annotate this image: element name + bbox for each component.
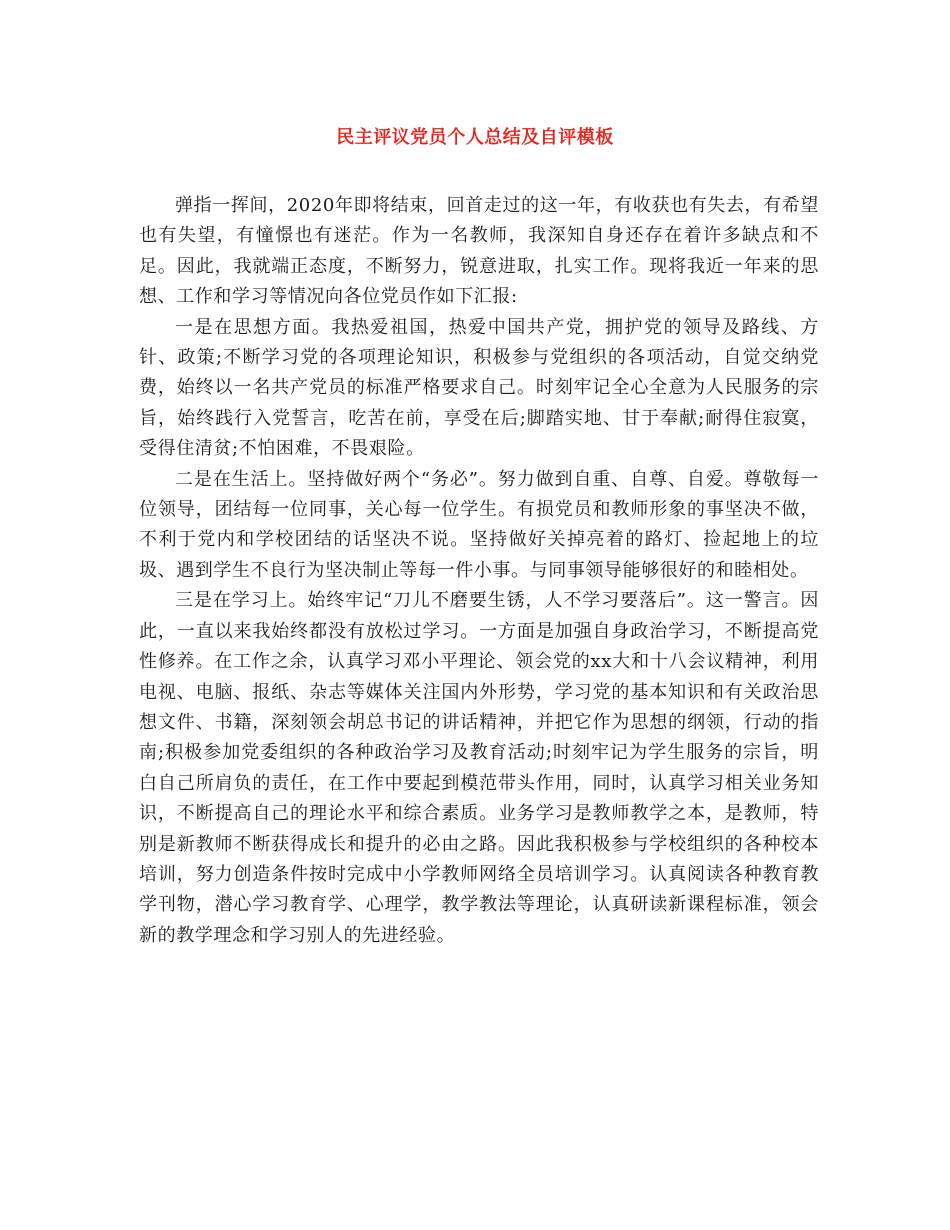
paragraph-thought: 一是在思想方面。我热爱祖国，热爱中国共产党，拥护党的领导及路线、方针、政策;不断学习党的各项理论知识，积极参与党组织的各项活动，自觉交纳党费，始终以一名共产党员的标准严格要求自己。时刻牢记全心全意为人民服务的宗旨，始终践行入党誓言，吃苦在前，享受在后;脚踏实地、甘于奉献;耐得住寂寞，受得住清贫;不怕困难，不畏艰险。 — [139, 316, 819, 460]
document-body — [139, 191, 819, 951]
document-title: 民主评议党员个人总结及自评模板 — [336, 127, 614, 148]
paragraph-life: 二是在生活上。坚持做好两个“务必”。努力做到自重、自尊、自爱。尊敬每一位领导，团结每一位同事，关心每一位学生。有损党员和教师形象的事坚决不做，不利于党内和学校团结的话坚决不说。坚持做好关掉亮着的路灯、捡起地上的垃圾、遇到学生不良行为坚决制止等每一件小事。与同事领导能够很好的和睦相处。 — [139, 468, 819, 581]
paragraph-study: 三是在学习上。始终牢记“刀儿不磨要生锈，人不学习要落后”。这一警言。因此，一直以来我始终都没有放松过学习。一方面是加强自身政治学习，不断提高党性修养。在工作之余，认真学习邓小平理论、领会党的xx大和十八会议精神，利用电视、电脑、报纸、杂志等媒体关注国内外形势，学习党的基本知识和有关政治思想文件、书籍，深刻领会胡总书记的讲话精神，并把它作为思想的纲领，行动的指南;积极参加党委组织的各种政治学习及教育活动;时刻牢记为学生服务的宗旨，明白自己所肩负的责任，在工作中要起到模范带头作用，同时，认真学习相关业务知识，不断提高自己的理论水平和综合素质。业务学习是教师教学之本，是教师，特别是新教师不断获得成长和提升的必由之路。因此我积极参与学校组织的各种校本培训，努力创造条件按时完成中小学教师网络全员培训学习。认真阅读各种教育教学刊物，潜心学习教育学、心理学，教学教法等理论，认真研读新课程标准，领会新的教学理念和学习别人的先进经验。 — [139, 590, 819, 946]
paragraph-intro: 弹指一挥间，2020年即将结束，回首走过的这一年，有收获也有失去，有希望也有失望，有憧憬也有迷茫。作为一名教师，我深知自身还存在着许多缺点和不足。因此，我就端正态度，不断努力，锐意进取，扎实工作。现将我近一年来的思想、工作和学习等情况向各位党员作如下汇报: — [139, 195, 819, 308]
